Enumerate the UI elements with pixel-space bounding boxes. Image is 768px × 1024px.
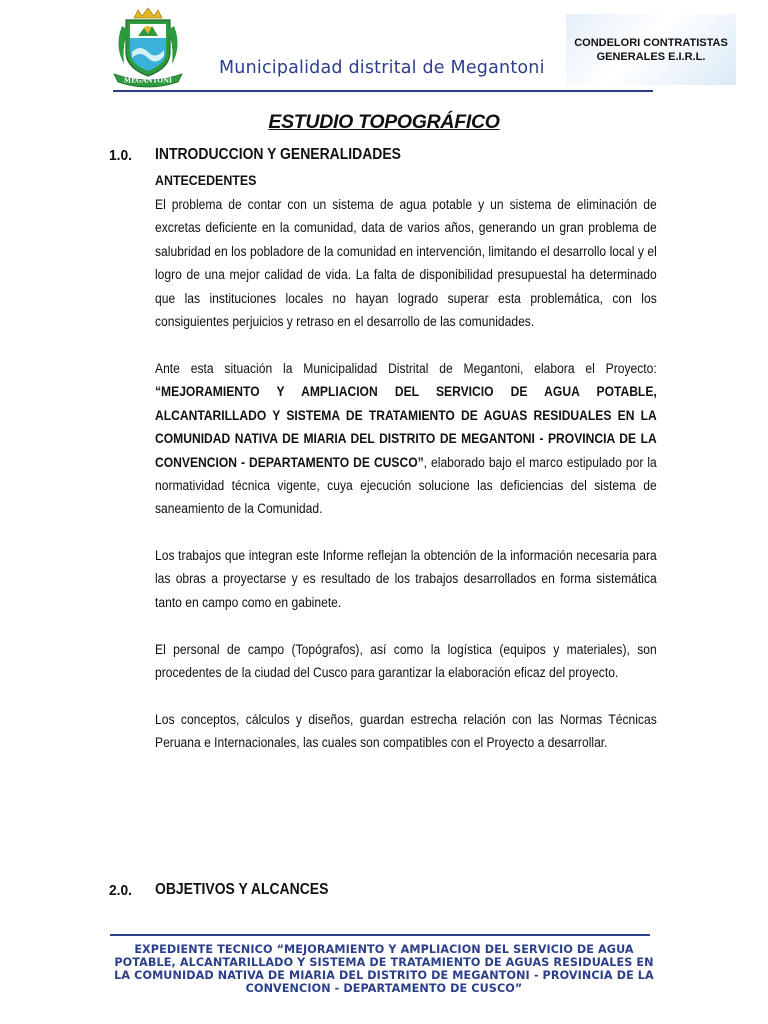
paragraph-5: Los conceptos, cálculos y diseños, guardan estrecha relación con las Normas Técnicas Peruana e Internacionales, las cuales son compatibles con el Proyecto a desarrollar. [155,712,657,751]
subheading: ANTECEDENTES [155,173,257,188]
logo-ribbon-text: MEGANTONI [123,76,173,85]
document-title: ESTUDIO TOPOGRÁFICO [268,111,500,133]
footer-divider [110,934,650,936]
page-header [0,0,768,100]
paragraph-2-rest: , elaborado bajo el marco estipulado por la normatividad técnica vigente, cuya ejecución solucione las deficiencias del sistema de saneamiento de la Comunidad. [155,454,657,517]
paragraph-2 [155,357,657,521]
paragraph-3: Los trabajos que integran este Informe reflejan la obtención de la información necesaria para las obras a proyectarse y es resultado de los trabajos desarrollados en forma sistemática tanto en campo como en gabinete. [155,548,657,610]
section-title: INTRODUCCION Y GENERALIDADES [155,146,401,163]
paragraph-1: El problema de contar con un sistema de agua potable y un sistema de eliminación de excretas deficiente en la comunidad, data de varios años, generando un gran problema de salubridad en los pobladore de la comunidad en intervención, limitando el desarrollo local y el logro de una mejor calidad de vida. La falta de disponibilidad presupuestal ha determinado que las instituciones locales no hayan logrado superar esta problemática, con los consiguientes perjuicios y retraso en el desarrollo de las comunidades. [155,197,657,330]
municipality-name: Municipalidad distrital de Megantoni [219,58,545,78]
company-box [566,14,736,85]
section-number: 2.0. [109,882,133,899]
project-name: “MEJORAMIENTO Y AMPLIACION DEL SERVICIO DE AGUA POTABLE, ALCANTARILLADO Y SISTEMA DE TRATAMIENTO DE AGUAS RESIDUALES EN LA COMUNIDAD NATIVA DE MIARIA DEL DISTRITO DE MEGANTONI - PROVINCIA DE LA CONVENCION - DEPARTAMENTO DE CUSCO” [155,384,657,470]
header-divider [113,90,653,92]
footer-project-title: EXPEDIENTE TECNICO “MEJORAMIENTO Y AMPLIACION DEL SERVICIO DE AGUA POTABLE, ALCANTARILLADO Y SISTEMA DE TRATAMIENTO DE AGUAS RESIDUALES EN LA COMUNIDAD NATIVA DE MIARIA DEL DISTRITO DE MEGANTONI - PROVINCIA DE LA CONVENCION - DEPARTAMENTO DE CUSCO” [114,943,654,995]
paragraph-4: El personal de campo (Topógrafos), así como la logística (equipos y materiales), son procedentes de la ciudad del Cusco para garantizar la elaboración eficaz del proyecto. [155,642,657,681]
section-number: 1.0. [109,147,133,164]
municipality-logo [108,6,188,88]
section-title: OBJETIVOS Y ALCANCES [155,881,329,898]
paragraph-2-intro: Ante esta situación la Municipalidad Distrital de Megantoni, elabora el Proyecto: [155,361,657,376]
company-name: CONDELORI CONTRATISTAS GENERALES E.I.R.L. [574,37,728,63]
